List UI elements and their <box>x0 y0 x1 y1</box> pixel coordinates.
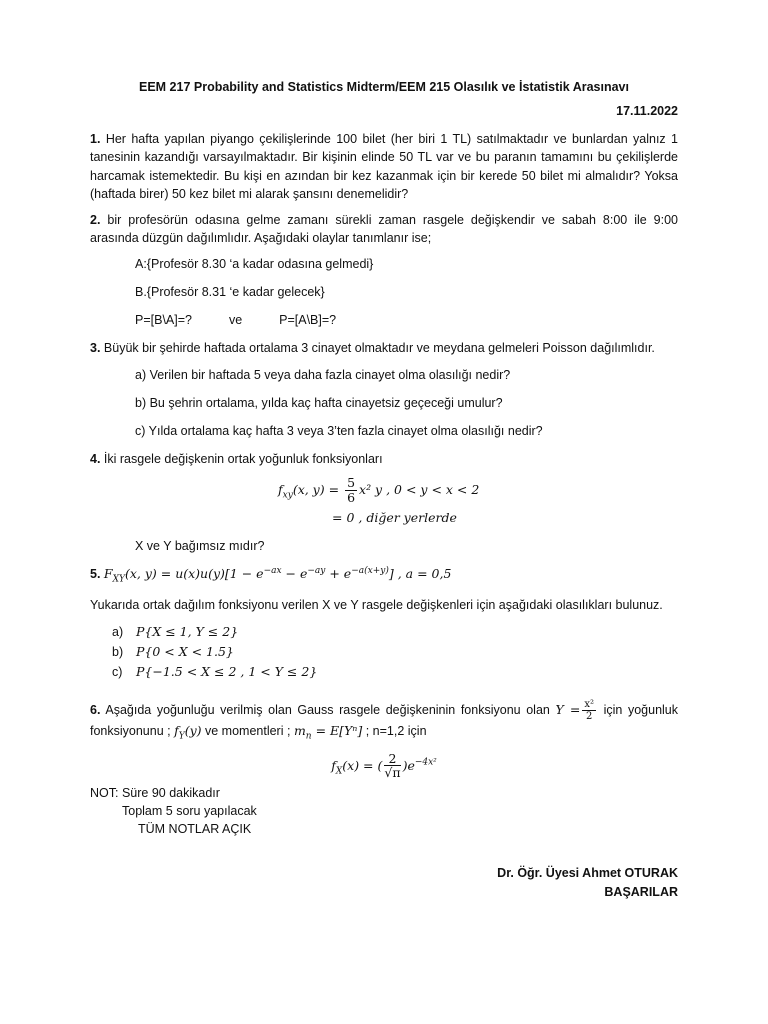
fy-symbol: $f_Y(y)$ <box>174 722 202 742</box>
question-6-text-3: fonksiyonunu ; <box>90 723 171 738</box>
prob-b-given-a: P=[B\A]=? <box>135 313 192 328</box>
exam-title: EEM 217 Probability and Statistics Midterm/EEM 215 Olasılık ve İstatistik Arasınavı <box>138 80 629 94</box>
question-6-text-4: ve momentleri ; <box>205 723 291 738</box>
gauss-density-formula: $f_X(x)$ = ( $\frac{2}{√\pi}$ )$e^{-4x^2}$ <box>331 750 437 781</box>
question-3 <box>90 339 678 357</box>
option-b: b) P{0 < X < 1.5} <box>112 643 234 659</box>
independence-question: X ve Y bağımsız mıdır? <box>135 538 265 553</box>
option-a: a) P{X ≤ 1, Y ≤ 2} <box>112 623 239 639</box>
question-5-text: Yukarıda ortak dağılım fonksiyonu verilen X ve Y rasgele değişkenleri için aşağıdaki olasılıkları bulunuz. <box>90 598 663 613</box>
instructor-name: Dr. Öğr. Üyesi Ahmet OTURAK <box>497 866 678 881</box>
fraction-2-sqrt-pi: $\frac{2}{√\pi}$ <box>384 750 401 781</box>
fraction-5-6: $\frac{5}{6}$ <box>347 475 356 505</box>
question-2-text: bir profesörün odasına gelme zamanı sürekli zaman rasgele değişkendir ve sabah 8:00 ile 9:00 arasında düzgün dağılımlıdır. Aşağıdaki olaylar tanımlanır ise; <box>90 212 678 245</box>
note-question-count: Toplam 5 soru yapılacak <box>122 804 257 819</box>
question-6-text-1: Aşağıda yoğunluğu verilmiş olan Gauss rasgele değişkeninin fonksiyonu olan <box>105 702 550 717</box>
joint-density-formula: $f_{xy}(x$, y) = $\frac{5}{6}$ x² y , 0 < y < x < 2 <box>278 475 480 505</box>
option-c: c) P{−1.5 < X ≤ 2 , 1 < Y ≤ 2} <box>112 663 318 679</box>
joint-cdf-formula: $F_{XY}(x$, $y) = u(x)u(y)[1 - e^{-ax} - e^{-ay} + e^{-a(x+y)}]$ , a = 0,5 <box>103 565 452 585</box>
signature-block <box>90 864 678 900</box>
probabilities-asked <box>135 311 678 329</box>
question-3-text: Büyük bir şehirde haftada ortalama 3 cinayet olmaktadır ve meydana gelmeleri Poisson dağılımlıdır. <box>103 341 655 356</box>
question-2-number: 2. <box>90 212 101 227</box>
question-4-number: 4. <box>90 451 101 466</box>
note-duration: NOT: Süre 90 dakikadır <box>90 786 220 800</box>
joint-density-else: = 0 , diğer yerlerde <box>332 509 457 525</box>
question-4-text: İki rasgele değişkenin ortak yoğunluk fonksiyonları <box>103 451 383 466</box>
question-3c: c) Yılda ortalama kaç hafta 3 veya 3’ten fazla cinayet olma olasılığı nedir? <box>135 423 543 438</box>
question-3-number: 3. <box>90 341 101 356</box>
question-1-number: 1. <box>90 132 101 147</box>
question-5-number: 5. <box>90 566 101 581</box>
moment-symbol: $m_n = E[Y^n]$ <box>293 722 363 742</box>
question-1-text: Her hafta yapılan piyango çekilişlerinde 100 bilet (her biri 1 TL) satılmaktadır ve bunlardan yalnız 1 tanesinin kazandığı varsayılmaktadır. Bir kişinin elinde 50 TL var ve bu paranın tamamını bu çekilişlerde harcamak istemektedir. Bu kişi en azından bir kez kazanmak için bir kerede 50 bilet mi almalıdır? Yoksa (haftada birer) 50 kez bilet mi alarak şansını denemelidir? <box>90 132 678 201</box>
prob-a-given-b: P=[A\B]=? <box>279 313 337 328</box>
note-open-notes: TÜM NOTLAR AÇIK <box>138 822 252 837</box>
question-1 <box>90 130 678 203</box>
question-3b: b) Bu şehrin ortalama, yılda kaç hafta cinayetsiz geçeceği umulur? <box>135 395 503 410</box>
question-6-text-2: için yoğunluk <box>603 702 678 717</box>
question-4 <box>90 450 678 468</box>
question-5-options <box>112 623 678 681</box>
event-a: A:{Profesör 8.30 ‘a kadar odasına gelmedi} <box>135 257 374 271</box>
exam-date: 17.11.2022 <box>616 104 678 119</box>
question-2 <box>90 211 678 247</box>
ve-text: ve <box>228 313 243 328</box>
question-6 <box>90 699 678 744</box>
question-6-text-5: ; n=1,2 için <box>365 723 427 738</box>
exam-notes <box>90 784 678 838</box>
y-definition: Y = $\frac{\text{x²}}{2}$ <box>555 698 594 722</box>
question-3a: a) Verilen bir haftada 5 veya daha fazla cinayet olma olasılığı nedir? <box>135 367 511 382</box>
event-b: B.{Profesör 8.31 ‘e kadar gelecek} <box>135 285 325 300</box>
question-6-number: 6. <box>90 702 101 717</box>
good-luck: BAŞARILAR <box>604 884 678 899</box>
question-5-formula-line <box>90 565 678 587</box>
exam-page <box>90 78 678 901</box>
